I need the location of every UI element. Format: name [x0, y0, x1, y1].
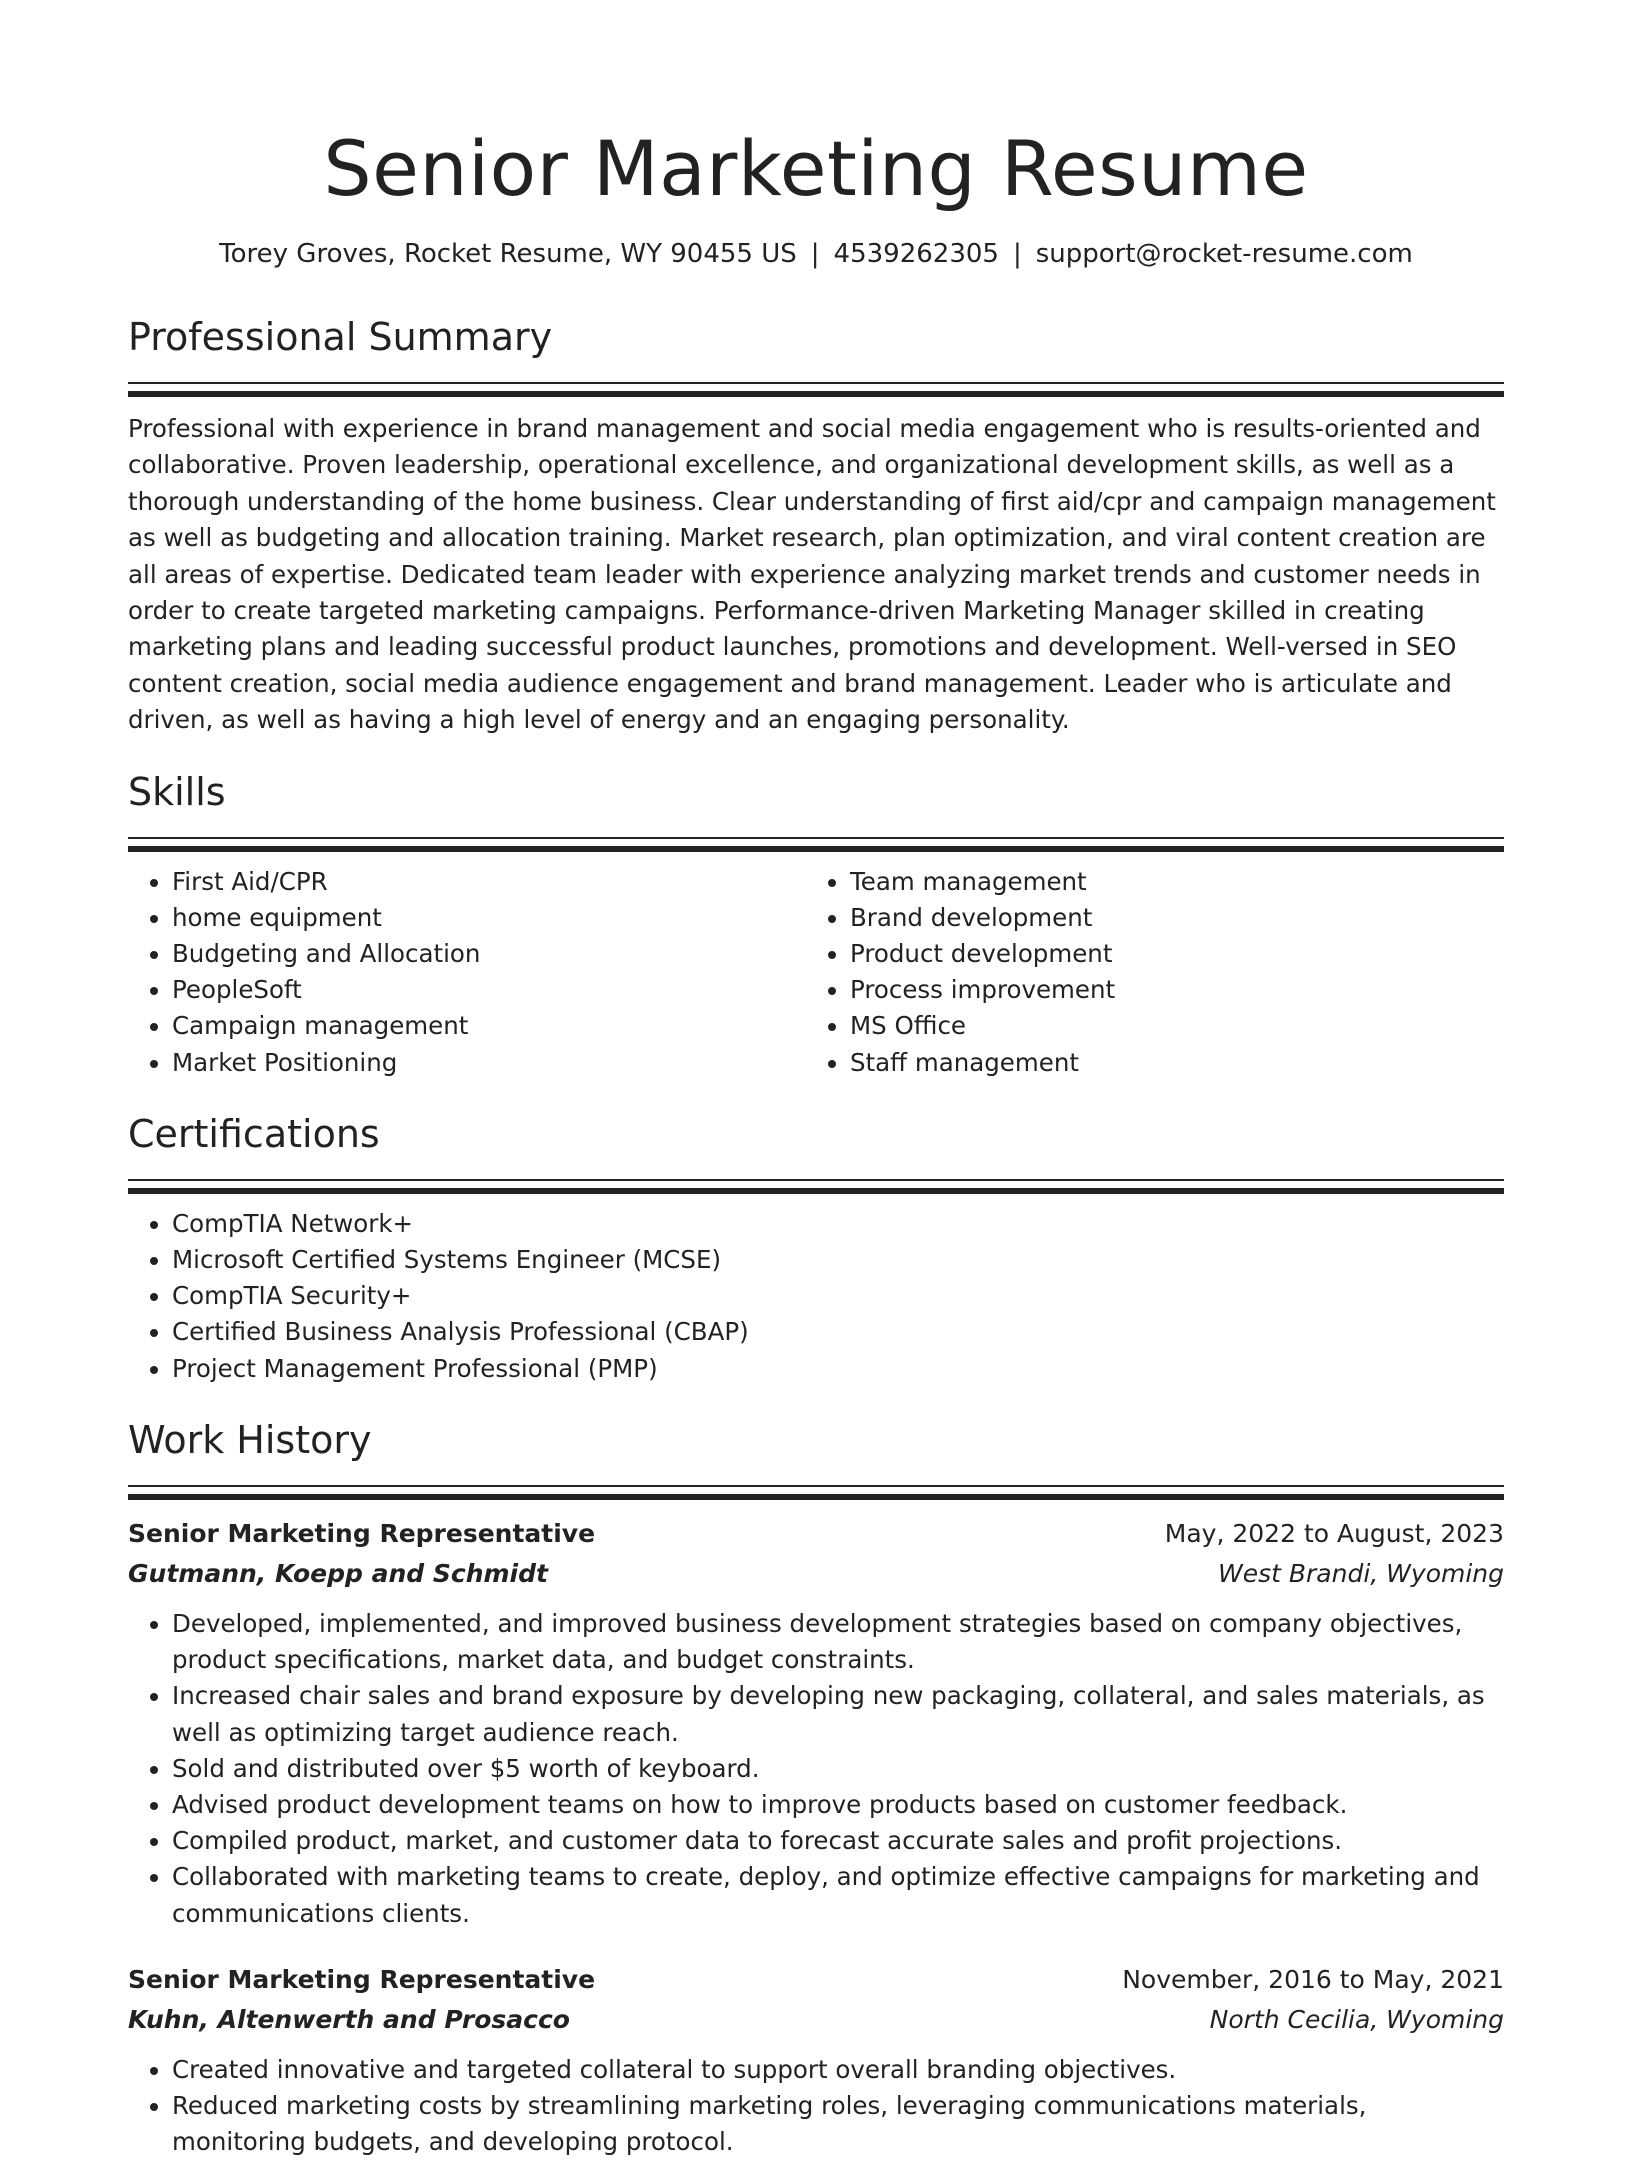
skills-section: [128, 767, 1504, 1081]
summary-text: Professional with experience in brand management and social media engagement who is results-oriented and collaborative. Proven leadership, operational excellence, and organizational development skills, as well as a thorough understanding of the home business. Clear understanding of first aid/cpr and campaign management as well as budgeting and allocation training. Market research, plan optimization, and viral content creation are all areas of expertise. Dedicated team leader with experience analyzing market trends and customer needs in order to create targeted marketing campaigns. Performance-driven Marketing Manager skilled in creating marketing plans and leading successful product launches, promotions and development. Well-versed in SEO content creation, social media audience engagement and brand management. Leader who is articulate and driven, as well as having a high level of energy and an engaging personality.: [128, 414, 1496, 735]
skill-item: • home equipment: [172, 900, 806, 936]
skills-column-right: [806, 864, 1504, 1081]
section-heading-summary: Professional Summary: [128, 315, 553, 359]
skill-item: • Budgeting and Allocation: [172, 936, 806, 972]
section-heading-certifications: Certifications: [128, 1111, 380, 1156]
job-bullet: • Sold and distributed over $5 worth of keyboard.: [172, 1751, 1504, 1787]
job-bullet: • Advised product development teams on how to improve products based on customer feedback.: [172, 1787, 1504, 1823]
certification-item: • CompTIA Network+: [172, 1206, 1504, 1242]
section-heading-work-history: Work History: [128, 1417, 372, 1462]
skill-item: • MS Office: [850, 1008, 1504, 1044]
section-divider: [128, 837, 1504, 852]
job-bullet: • Reduced marketing costs by streamlining marketing roles, leveraging communications materials, monitoring budgets, and developing protocol.: [172, 2088, 1504, 2160]
job-bullet: • Increased chair sales and brand exposure by developing new packaging, collateral, and sales materials, as well as optimizing target audience reach.: [172, 1678, 1504, 1750]
job-bullet: • Compiled product, market, and customer data to forecast accurate sales and profit projections.: [172, 1823, 1504, 1859]
job-location: North Cecilia, Wyoming: [1209, 2004, 1504, 2034]
contact-separator: |: [810, 239, 820, 269]
skill-item: • Market Positioning: [172, 1045, 806, 1081]
job-bullets: [128, 1606, 1504, 1932]
job-company: Kuhn, Altenwerth and Prosacco: [128, 2004, 570, 2034]
job-subheader-row: [128, 2000, 1504, 2040]
section-heading-skills: Skills: [128, 769, 226, 814]
job-bullets: [128, 2052, 1504, 2160]
job-company: Gutmann, Koepp and Schmidt: [128, 1558, 548, 1588]
job-entry: [128, 1514, 1504, 1932]
skill-item: • Staff management: [850, 1045, 1504, 1081]
job-title: Senior Marketing Representative: [128, 1518, 596, 1548]
skill-item: • Product development: [850, 936, 1504, 972]
summary-section: [128, 312, 1504, 739]
job-header-row: [128, 1514, 1504, 1554]
contact-address: Torey Groves, Rocket Resume, WY 90455 US: [219, 239, 797, 269]
work-history-section: [128, 1415, 1504, 2160]
certifications-section: [128, 1109, 1504, 1387]
job-bullet: • Created innovative and targeted collateral to support overall branding objectives.: [172, 2052, 1504, 2088]
section-divider: [128, 1485, 1504, 1500]
contact-separator: |: [1012, 239, 1022, 269]
job-dates: May, 2022 to August, 2023: [1164, 1518, 1504, 1548]
skill-item: • Process improvement: [850, 972, 1504, 1008]
skill-item: • Brand development: [850, 900, 1504, 936]
certification-item: • Project Management Professional (PMP): [172, 1351, 1504, 1387]
job-header-row: [128, 1960, 1504, 2000]
job-dates: November, 2016 to May, 2021: [1122, 1964, 1504, 1994]
job-bullet: • Developed, implemented, and improved business development strategies based on company objectives, product specifications, market data, and budget constraints.: [172, 1606, 1504, 1678]
certification-item: • CompTIA Security+: [172, 1278, 1504, 1314]
skill-item: • Team management: [850, 864, 1504, 900]
job-location: West Brandi, Wyoming: [1218, 1558, 1504, 1588]
job-subheader-row: [128, 1554, 1504, 1594]
certifications-list: [128, 1206, 1504, 1387]
contact-phone: 4539262305: [833, 239, 999, 269]
contact-line: [128, 236, 1504, 272]
skills-list-right: [806, 864, 1504, 1081]
page-title: Senior Marketing Resume: [323, 124, 1309, 213]
section-divider: [128, 1179, 1504, 1194]
certification-item: • Microsoft Certified Systems Engineer (MCSE): [172, 1242, 1504, 1278]
skills-list-left: [128, 864, 806, 1081]
skills-grid: [128, 864, 1504, 1081]
contact-email: support@rocket-resume.com: [1035, 239, 1413, 269]
job-title: Senior Marketing Representative: [128, 1964, 596, 1994]
section-divider: [128, 382, 1504, 397]
skill-item: • Campaign management: [172, 1008, 806, 1044]
job-bullet: • Collaborated with marketing teams to create, deploy, and optimize effective campaigns for marketing and communications clients.: [172, 1859, 1504, 1931]
skills-column-left: [128, 864, 806, 1081]
skill-item: • PeopleSoft: [172, 972, 806, 1008]
job-entry: [128, 1960, 1504, 2160]
skill-item: • First Aid/CPR: [172, 864, 806, 900]
certification-item: • Certified Business Analysis Professional (CBAP): [172, 1314, 1504, 1350]
